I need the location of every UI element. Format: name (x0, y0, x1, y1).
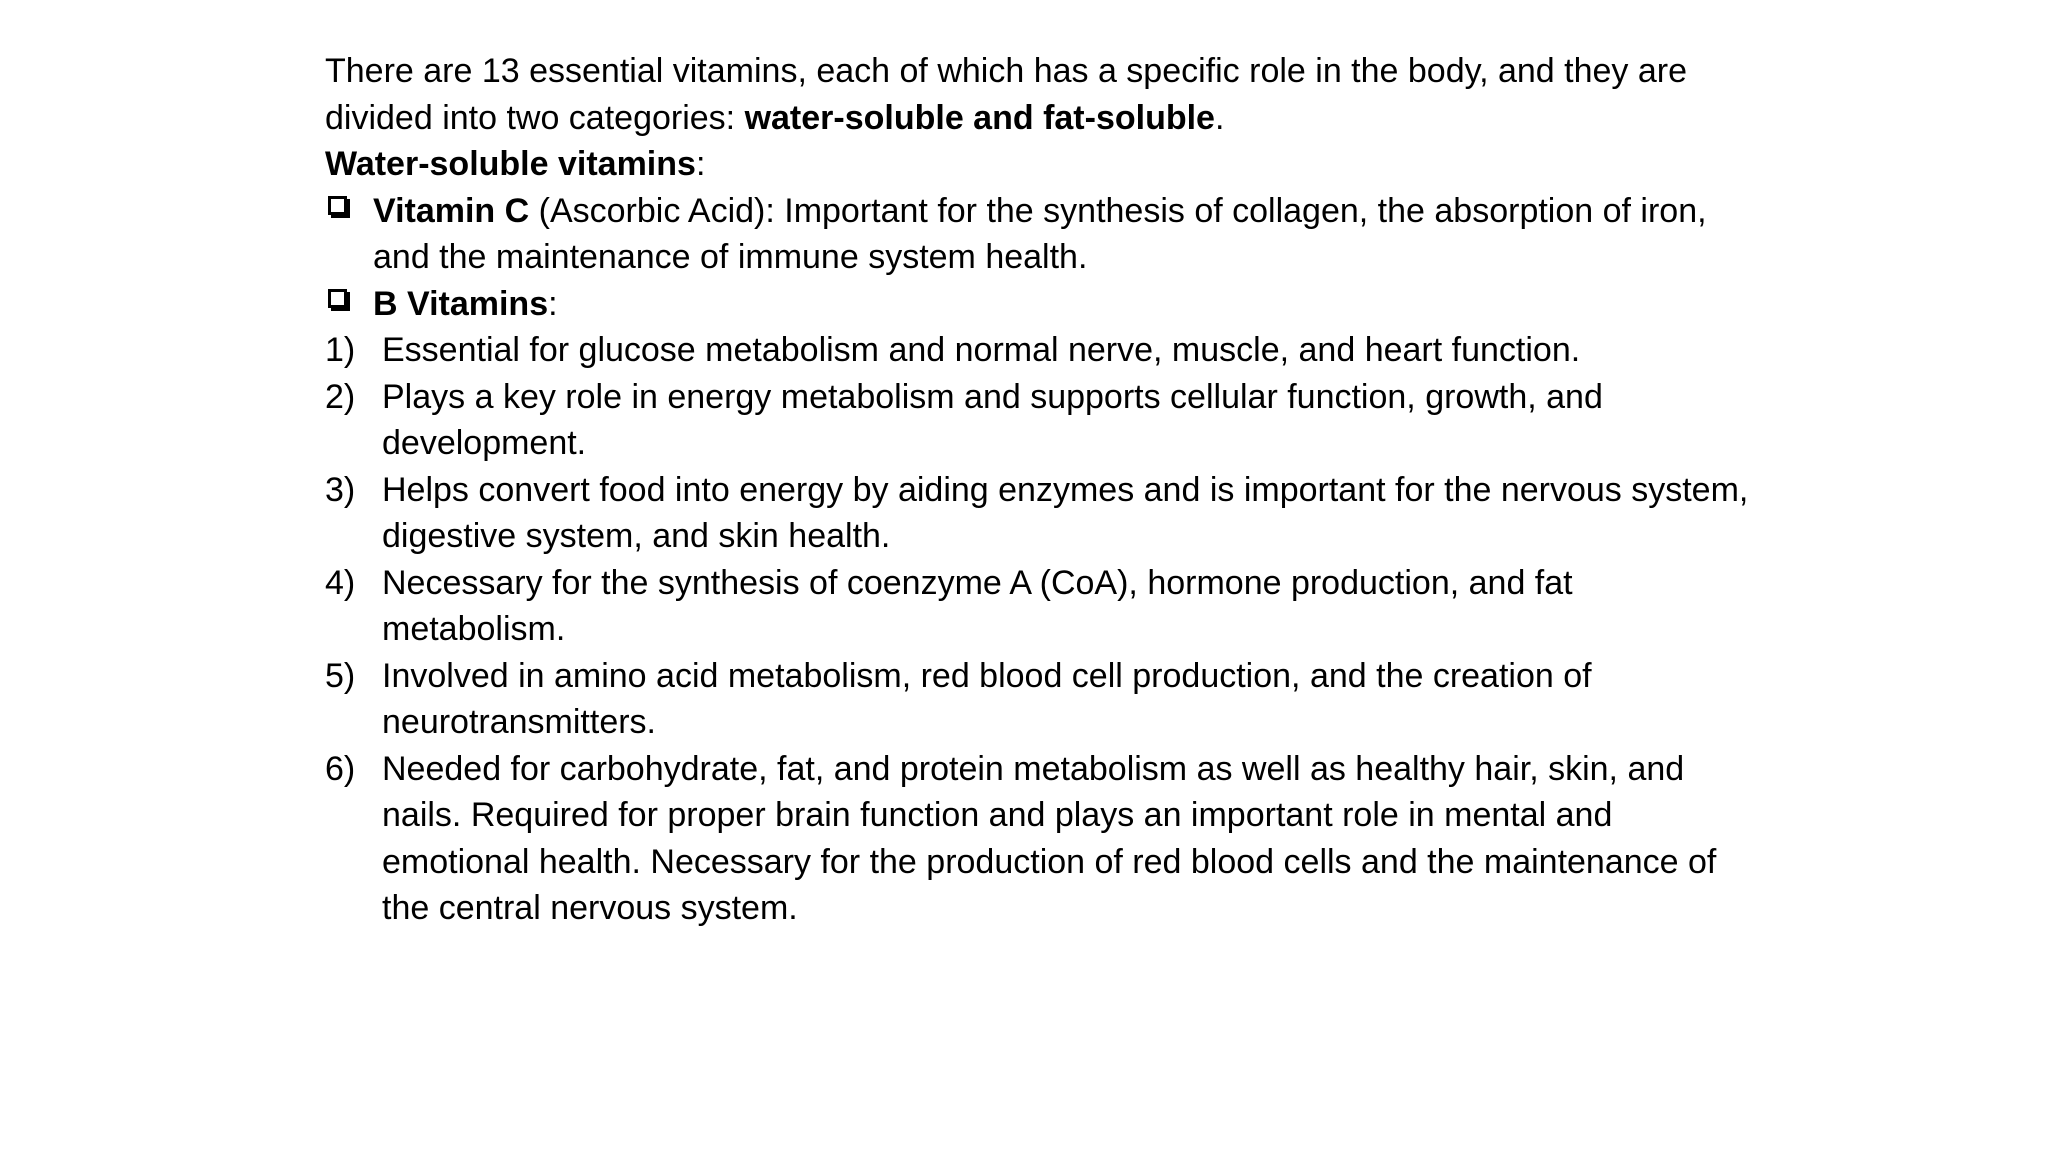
section-heading-colon: : (695, 145, 706, 183)
bullet-text: : (548, 284, 558, 323)
item-number: 4) (325, 563, 356, 602)
numbered-item-6 (325, 746, 1765, 932)
numbered-item-2 (325, 374, 1765, 467)
item-number: 5) (325, 656, 356, 695)
bullet-bold-text: B Vitamins (373, 284, 549, 323)
intro-bold-text: water-soluble and fat-soluble (744, 98, 1215, 137)
item-text: Essential for glucose metabolism and normal nerve, muscle, and heart function. (382, 331, 1581, 369)
bullet-text: (Ascorbic Acid): Important for the synthesis of collagen, the absorption of iron, and the maintenance of immune system health. (373, 191, 1707, 276)
section-heading (325, 141, 1765, 188)
bullet-item-b-vitamins (325, 281, 1765, 328)
text-body (325, 48, 1765, 932)
item-number: 3) (325, 470, 356, 509)
item-text: Needed for carbohydrate, fat, and protein metabolism as well as healthy hair, skin, and nails. Required for proper brain function and plays an important role in mental and emotional health. Necessary for the production of red blood cells and the maintenance of the central nervous system. (382, 749, 1717, 927)
checkbox-bullet-icon (328, 289, 347, 308)
section-heading-bold: Water-soluble vitamins (325, 145, 696, 183)
item-number: 2) (325, 377, 356, 416)
numbered-item-1 (325, 327, 1765, 374)
item-text: Plays a key role in energy metabolism and supports cellular function, growth, and development. (382, 377, 1603, 462)
intro-end: . (1214, 98, 1225, 137)
numbered-item-4 (325, 560, 1765, 653)
item-text: Involved in amino acid metabolism, red blood cell production, and the creation of neurotransmitters. (382, 656, 1592, 741)
bullet-bold-text: Vitamin C (373, 191, 530, 230)
item-number: 6) (325, 749, 356, 788)
bullet-item-vitamin-c (325, 188, 1765, 281)
checkbox-bullet-icon (328, 196, 347, 215)
item-text: Necessary for the synthesis of coenzyme A (CoA), hormone production, and fat metabolism. (382, 563, 1573, 648)
numbered-item-5 (325, 653, 1765, 746)
intro-paragraph (325, 48, 1765, 141)
numbered-item-3 (325, 467, 1765, 560)
intro-text: There are 13 essential vitamins, each of which has a specific role in the body, and they are divided into two categories: (325, 52, 1688, 137)
item-number: 1) (325, 331, 356, 369)
item-text: Helps convert food into energy by aiding enzymes and is important for the nervous system, digestive system, and skin health. (382, 470, 1749, 555)
